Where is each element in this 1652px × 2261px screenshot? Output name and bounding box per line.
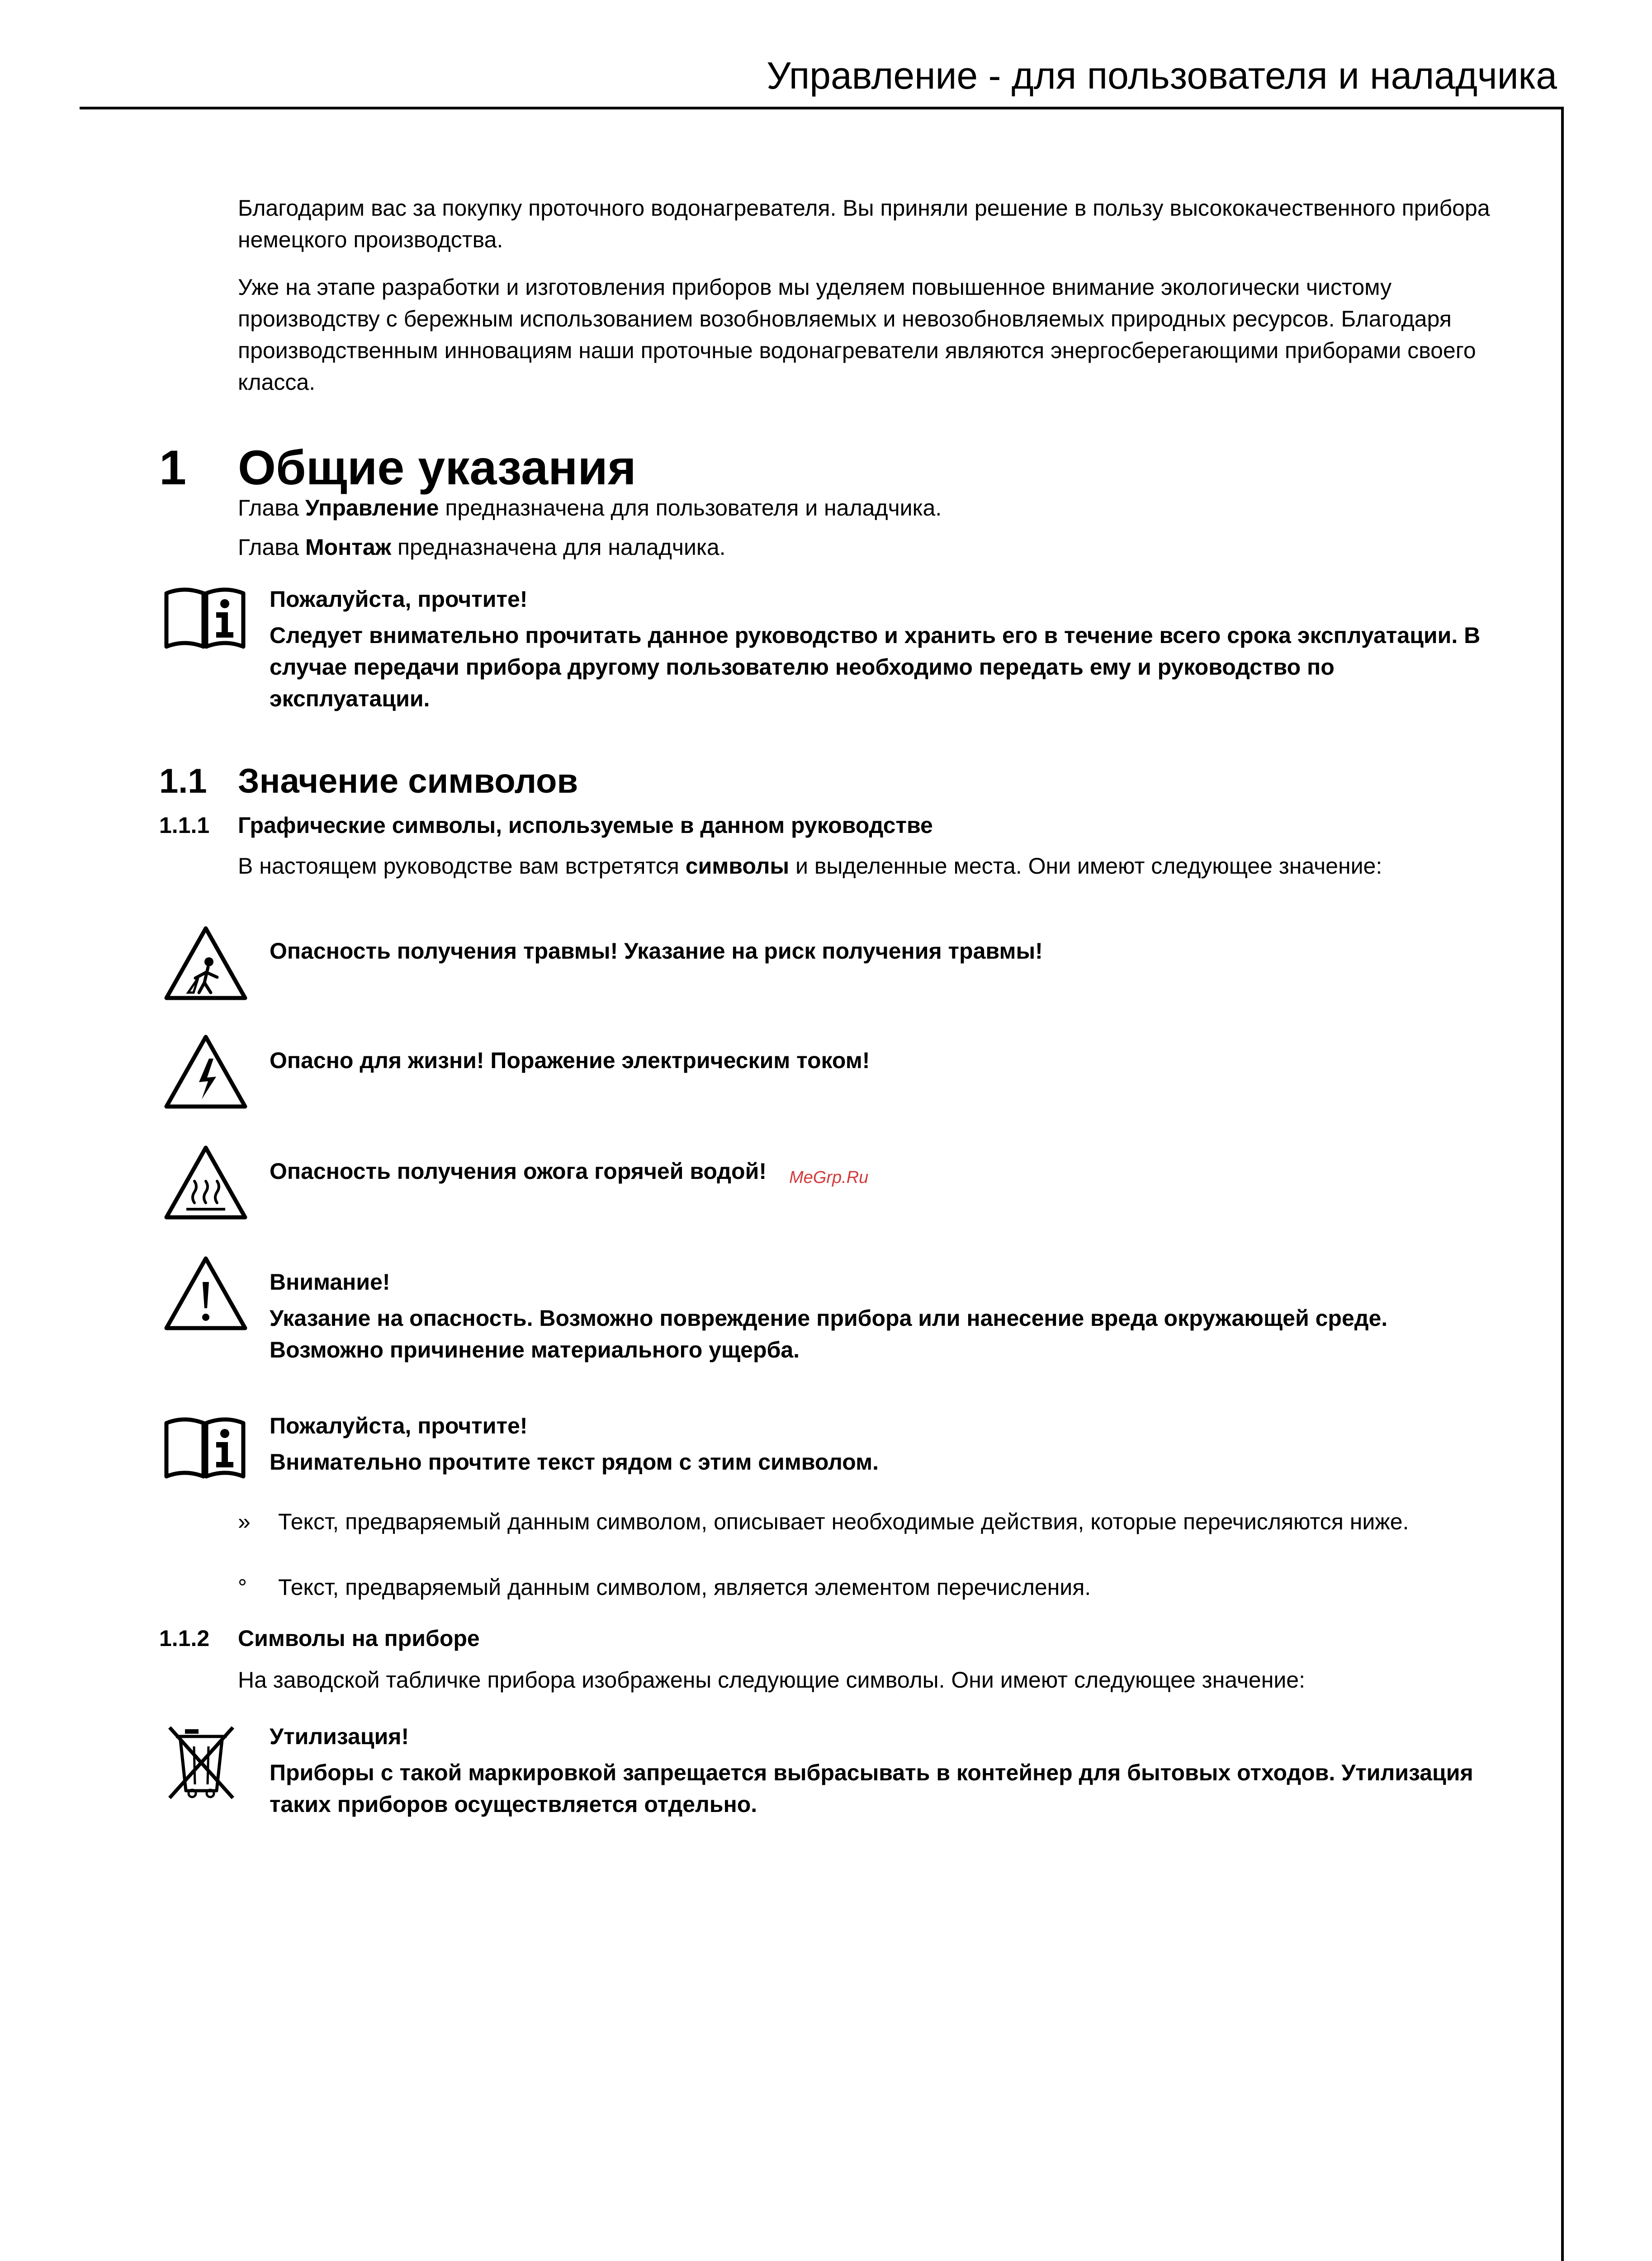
intro-bold: символы: [685, 853, 790, 879]
electric-shock-icon: [163, 1033, 249, 1110]
section-1-1-1-title: Графические символы, используемые в данном руководстве: [238, 813, 933, 838]
read-manual-icon: [163, 1413, 247, 1481]
read-note-title-1: Пожалуйста, прочтите!: [270, 587, 528, 612]
line-1-suffix: предназначена для пользователя и наладчика.: [439, 495, 942, 520]
line-2-suffix: предназначена для наладчика.: [391, 535, 726, 560]
section-1-number: 1: [159, 440, 187, 495]
line-2-bold: Монтаж: [305, 535, 392, 560]
section-1-1-1-intro: [238, 850, 1495, 882]
section-1-1-2-intro: На заводской табличке прибора изображены следующие символы. Они имеют следующее значение:: [238, 1667, 1305, 1693]
action-bullet-text: Текст, предваряемый данным символом, описывает необходимые действия, которые перечисляются ниже.: [278, 1509, 1409, 1534]
section-1-title: Общие указания: [238, 440, 636, 495]
header-rule: [80, 107, 1564, 109]
list-bullet-mark: °: [238, 1575, 247, 1600]
disposal-text: Приборы с такой маркировкой запрещается выбрасывать в контейнер для бытовых отходов. Утилизация таких приборов осуществляется отдельно.: [270, 1760, 1473, 1817]
read-note-text-2: Внимательно прочтите текст рядом с этим символом.: [270, 1449, 879, 1475]
read-note-text-1: Следует внимательно прочитать данное руководство и хранить его в течение всего срока эксплуатации. В случае передачи прибора другому пользователю необходимо передать ему и руководство по эксплуатации.: [270, 623, 1481, 711]
page-header-title: Управление - для пользователя и наладчика: [767, 54, 1557, 97]
attention-icon: [163, 1255, 249, 1332]
intro-paragraph-1: Благодарим вас за покупку проточного водонагревателя. Вы приняли решение в пользу высококачественного прибора немецкого производства.: [238, 195, 1490, 252]
intro-paragraph-2: Уже на этапе разработки и изготовления приборов мы уделяем повышенное внимание экологически чистому производству с бережным использованием возобновляемых и невозобновляемых природных ресурсов. Благодаря производственным инновациям наши проточные водонагреватели являются энергосберегающими приборами своего класса.: [238, 274, 1476, 395]
disposal-title: Утилизация!: [270, 1724, 409, 1749]
electric-warning-text: Опасно для жизни! Поражение электрическим током!: [270, 1048, 870, 1073]
watermark: MeGrp.Ru: [789, 1168, 869, 1187]
intro-suffix: и выделенные места. Они имеют следующее значение:: [789, 853, 1382, 879]
injury-warning-text: Опасность получения травмы! Указание на риск получения травмы!: [270, 938, 1043, 964]
section-1-1-title: Значение символов: [238, 762, 578, 800]
intro-prefix: В настоящем руководстве вам встретятся: [238, 853, 686, 879]
injury-warning-icon: [163, 925, 249, 1002]
line-1-bold: Управление: [305, 495, 439, 520]
read-note-title-2: Пожалуйста, прочтите!: [270, 1413, 528, 1438]
burn-warning-text: Опасность получения ожога горячей водой!: [270, 1159, 767, 1184]
section-1-line-2: [238, 531, 1495, 563]
right-margin-rule: [1561, 107, 1564, 2261]
line-1-prefix: Глава: [238, 495, 305, 520]
read-manual-icon: [163, 583, 247, 651]
section-1-1-1-number: 1.1.1: [159, 813, 210, 838]
section-1-line-1: [238, 492, 1495, 524]
hot-water-burn-icon: [163, 1144, 249, 1221]
list-bullet-text: Текст, предваряемый данным символом, является элементом перечисления.: [278, 1575, 1091, 1600]
section-1-1-2-title: Символы на приборе: [238, 1626, 480, 1651]
line-2-prefix: Глава: [238, 535, 305, 560]
crossed-bin-disposal-icon: [165, 1723, 237, 1800]
section-1-1-number: 1.1: [159, 762, 207, 800]
attention-text: Указание на опасность. Возможно повреждение прибора или нанесение вреда окружающей среде. Возможно причинение материального ущерба.: [270, 1306, 1388, 1362]
attention-title: Внимание!: [270, 1269, 390, 1295]
action-bullet-mark: »: [238, 1509, 251, 1534]
section-1-1-2-number: 1.1.2: [159, 1626, 210, 1651]
